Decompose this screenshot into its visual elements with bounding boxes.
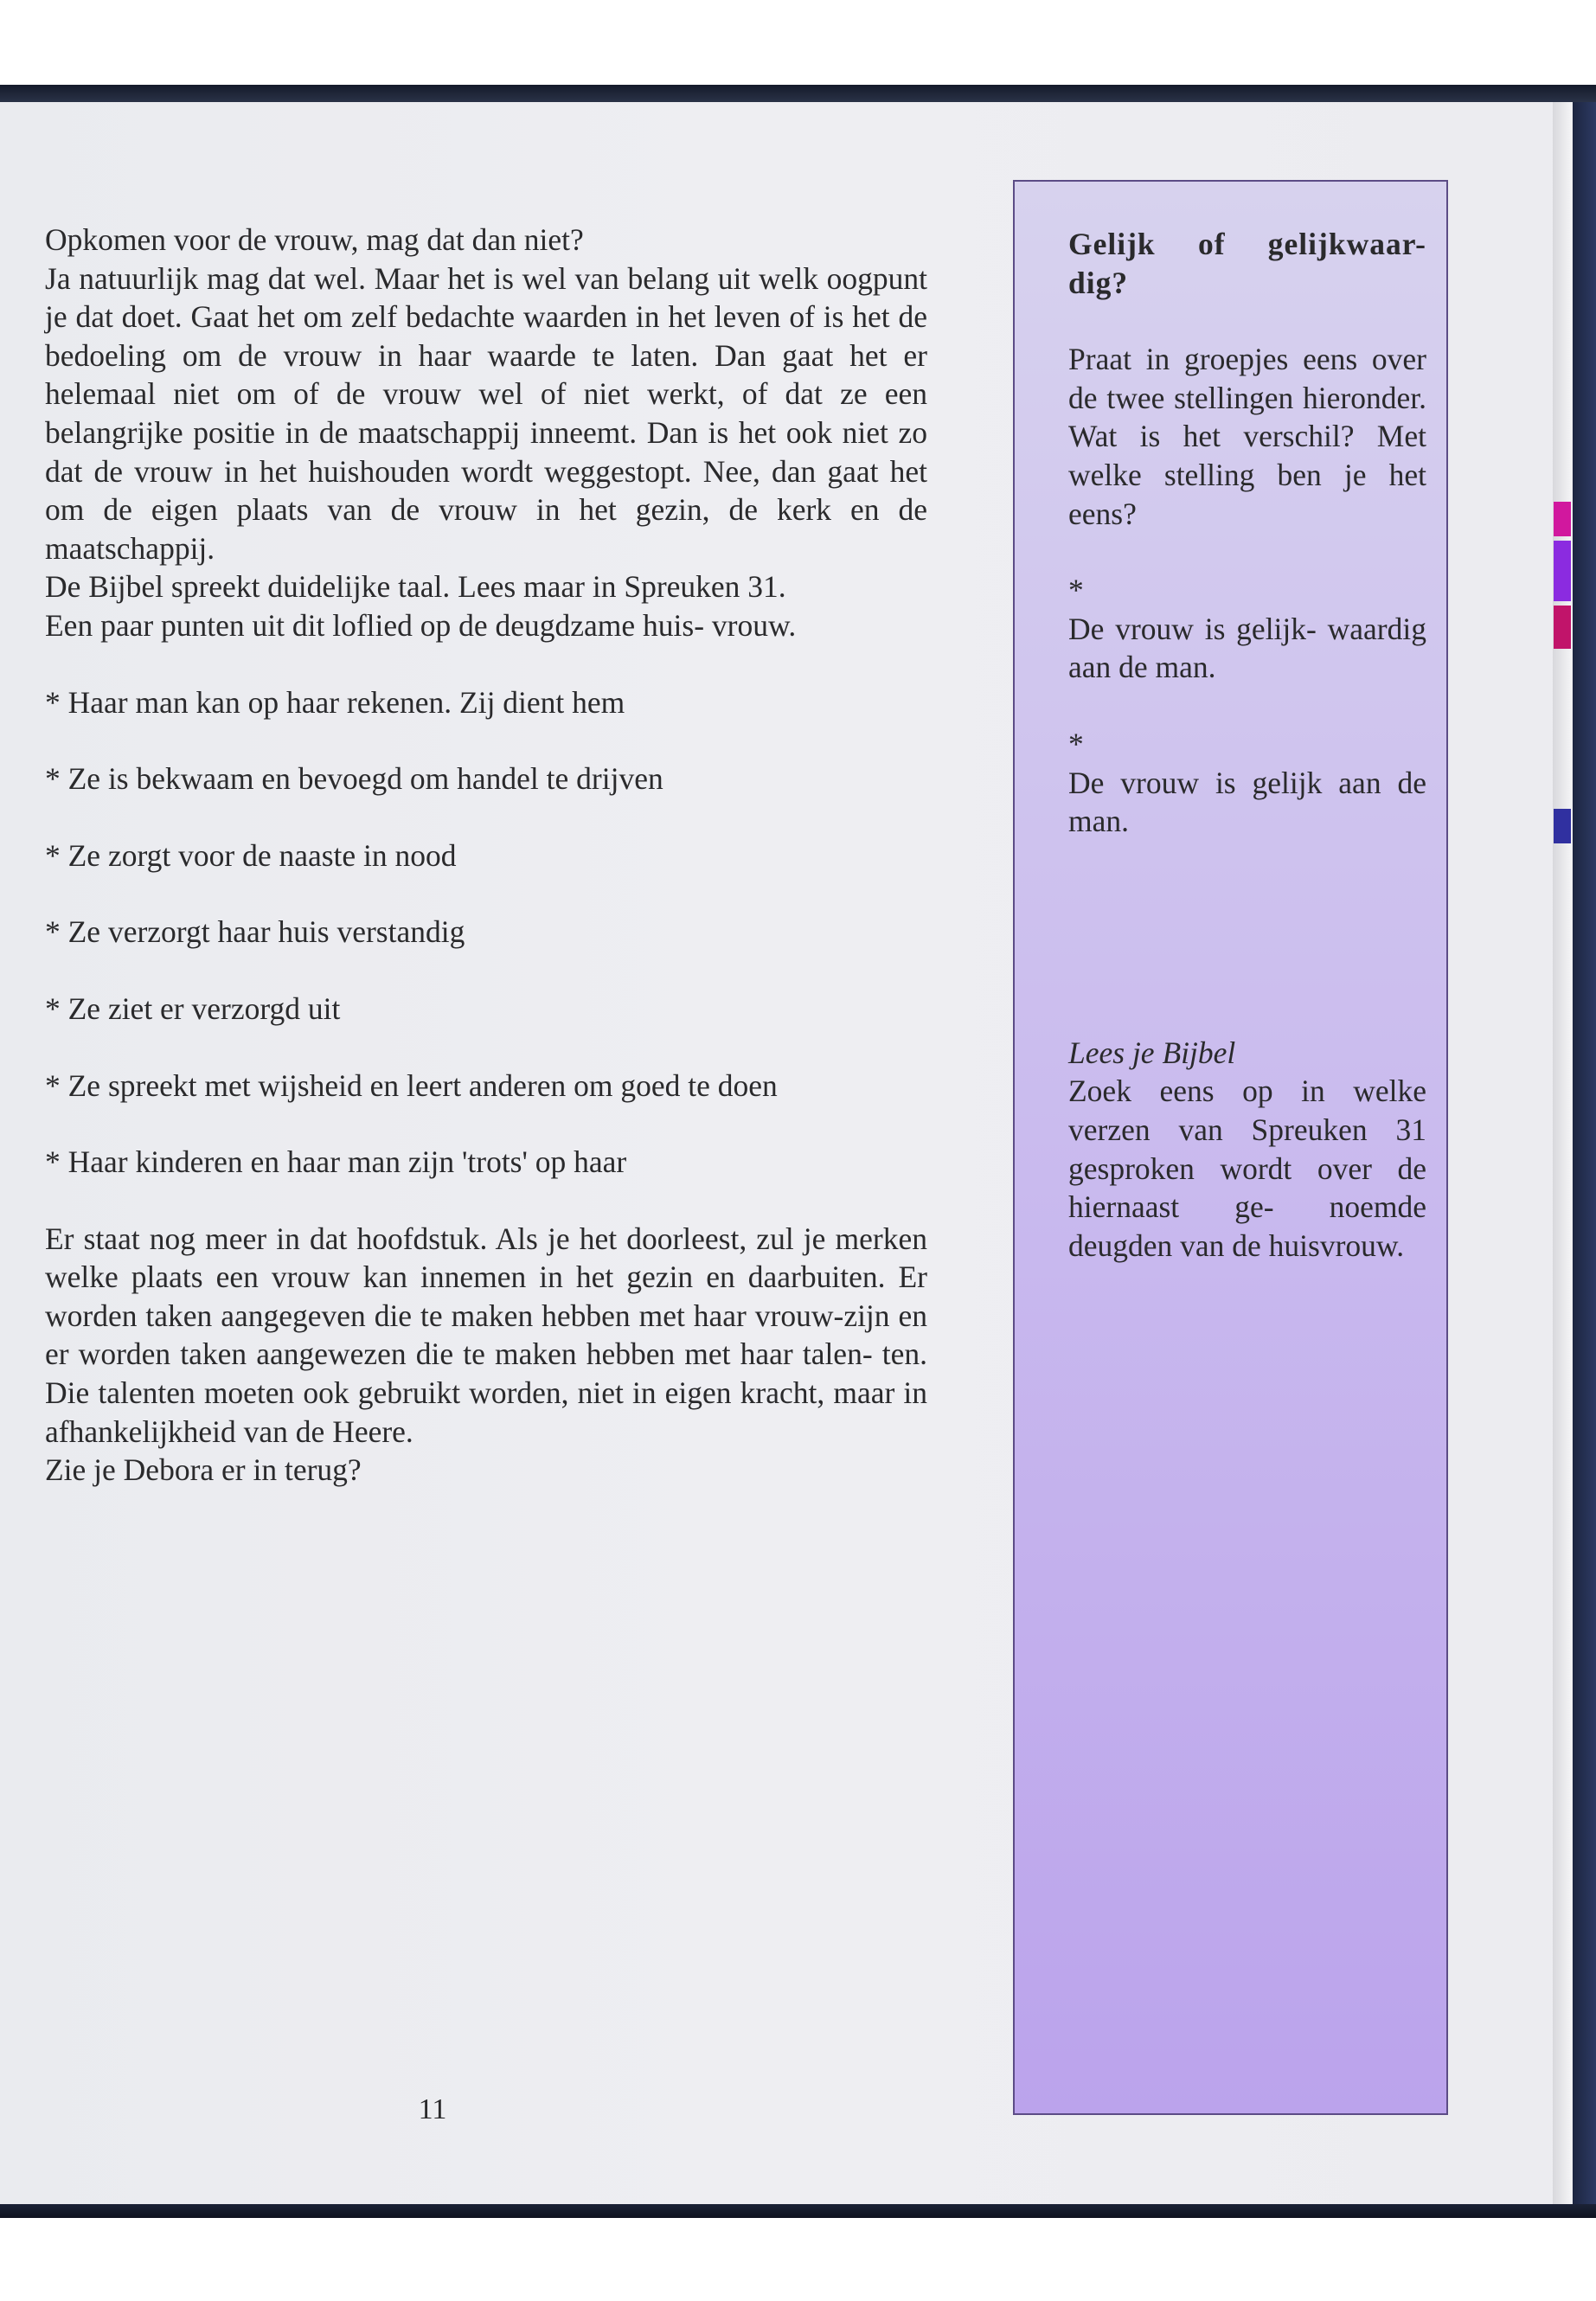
color-tab-mark bbox=[1554, 502, 1571, 536]
bible-assignment: Zoek eens op in welke verzen van Spreuken 31 gesproken wordt over de hiernaast ge- noemde deugden van de huisvrouw. bbox=[1068, 1074, 1426, 1263]
statement-text: De vrouw is gelijk aan de man. bbox=[1068, 765, 1426, 839]
virtue-bullet: * Haar kinderen en haar man zijn 'trots' op haar bbox=[45, 1144, 627, 1180]
scan-background-bottom bbox=[0, 2218, 1596, 2301]
bible-heading: Lees je Bijbel bbox=[1068, 1035, 1236, 1070]
virtue-bullet: * Ze verzorgt haar huis verstandig bbox=[45, 914, 465, 950]
virtue-bullet: * Ze spreekt met wijsheid en leert anderen om goed te doen bbox=[45, 1067, 778, 1103]
scan-background-top bbox=[0, 0, 1596, 85]
virtue-bullet: * Ze zorgt voor de naaste in nood bbox=[45, 837, 457, 873]
book-cover-edge-bottom bbox=[0, 2204, 1596, 2218]
virtue-bullet: * Ze is bekwaam en bevoegd om handel te drijven bbox=[45, 761, 663, 797]
intro-question: Opkomen voor de vrouw, mag dat dan niet? bbox=[45, 222, 584, 257]
statement-marker: * bbox=[1068, 573, 1084, 608]
color-tab-mark bbox=[1554, 606, 1571, 649]
intro-bible-reference: De Bijbel spreekt duidelijke taal. Lees maar in Spreuken 31. bbox=[45, 569, 786, 605]
sidebar-prompt: Praat in groepjes eens over de twee stellingen hieronder. Wat is het verschil? Met welke stelling ben je het eens? bbox=[1068, 342, 1426, 531]
page-number: 11 bbox=[418, 2093, 447, 2125]
statement-marker: * bbox=[1068, 726, 1084, 761]
outro-paragraph: Er staat nog meer in dat hoofdstuk. Als je het doorleest, zul je merken welke plaats een vrouw kan innemen in het gezin en daarbuiten. Er worden taken aangegeven die te maken hebben met haar vrouw-zijn en er worden taken aangewezen die te maken hebben met haar talen- ten. Die talenten moeten ook gebruikt worden, niet in eigen kracht, maar in afhankelijkheid van de Heere. bbox=[45, 1221, 927, 1449]
statement-text: De vrouw is gelijk- waardig aan de man. bbox=[1068, 611, 1426, 685]
main-text-column bbox=[45, 221, 927, 1490]
book-cover-edge-top bbox=[0, 85, 1596, 102]
outro-question: Zie je Debora er in terug? bbox=[45, 1452, 362, 1488]
virtue-bullet: * Ze ziet er verzorgd uit bbox=[45, 990, 341, 1026]
intro-points-lead: Een paar punten uit dit loflied op de deugdzame huis- vrouw. bbox=[45, 607, 797, 643]
color-tab-mark bbox=[1554, 809, 1571, 843]
sidebar-title: Gelijk of gelijkwaar- dig? bbox=[1068, 227, 1426, 300]
virtue-bullet: * Haar man kan op haar rekenen. Zij dient hem bbox=[45, 684, 625, 720]
discussion-sidebar bbox=[1013, 180, 1448, 2115]
color-tab-mark bbox=[1554, 541, 1571, 601]
intro-paragraph: Ja natuurlijk mag dat wel. Maar het is wel van belang uit welk oogpunt je dat doet. Gaat het om zelf bedachte waarden in het leven of is het de bedoeling om de vrouw in haar waarde te laten. Dan gaat het er helemaal niet om of de vrouw wel of niet werkt, of dat ze een belangrijke positie in de maatschappij inneemt. Dan is het ook niet zo dat de vrouw in het huishouden wordt weggestopt. Nee, dan gaat het om de eigen plaats van de vrouw in het gezin, de kerk en de maatschappij. bbox=[45, 260, 927, 566]
book-cover-side bbox=[1573, 102, 1596, 2204]
